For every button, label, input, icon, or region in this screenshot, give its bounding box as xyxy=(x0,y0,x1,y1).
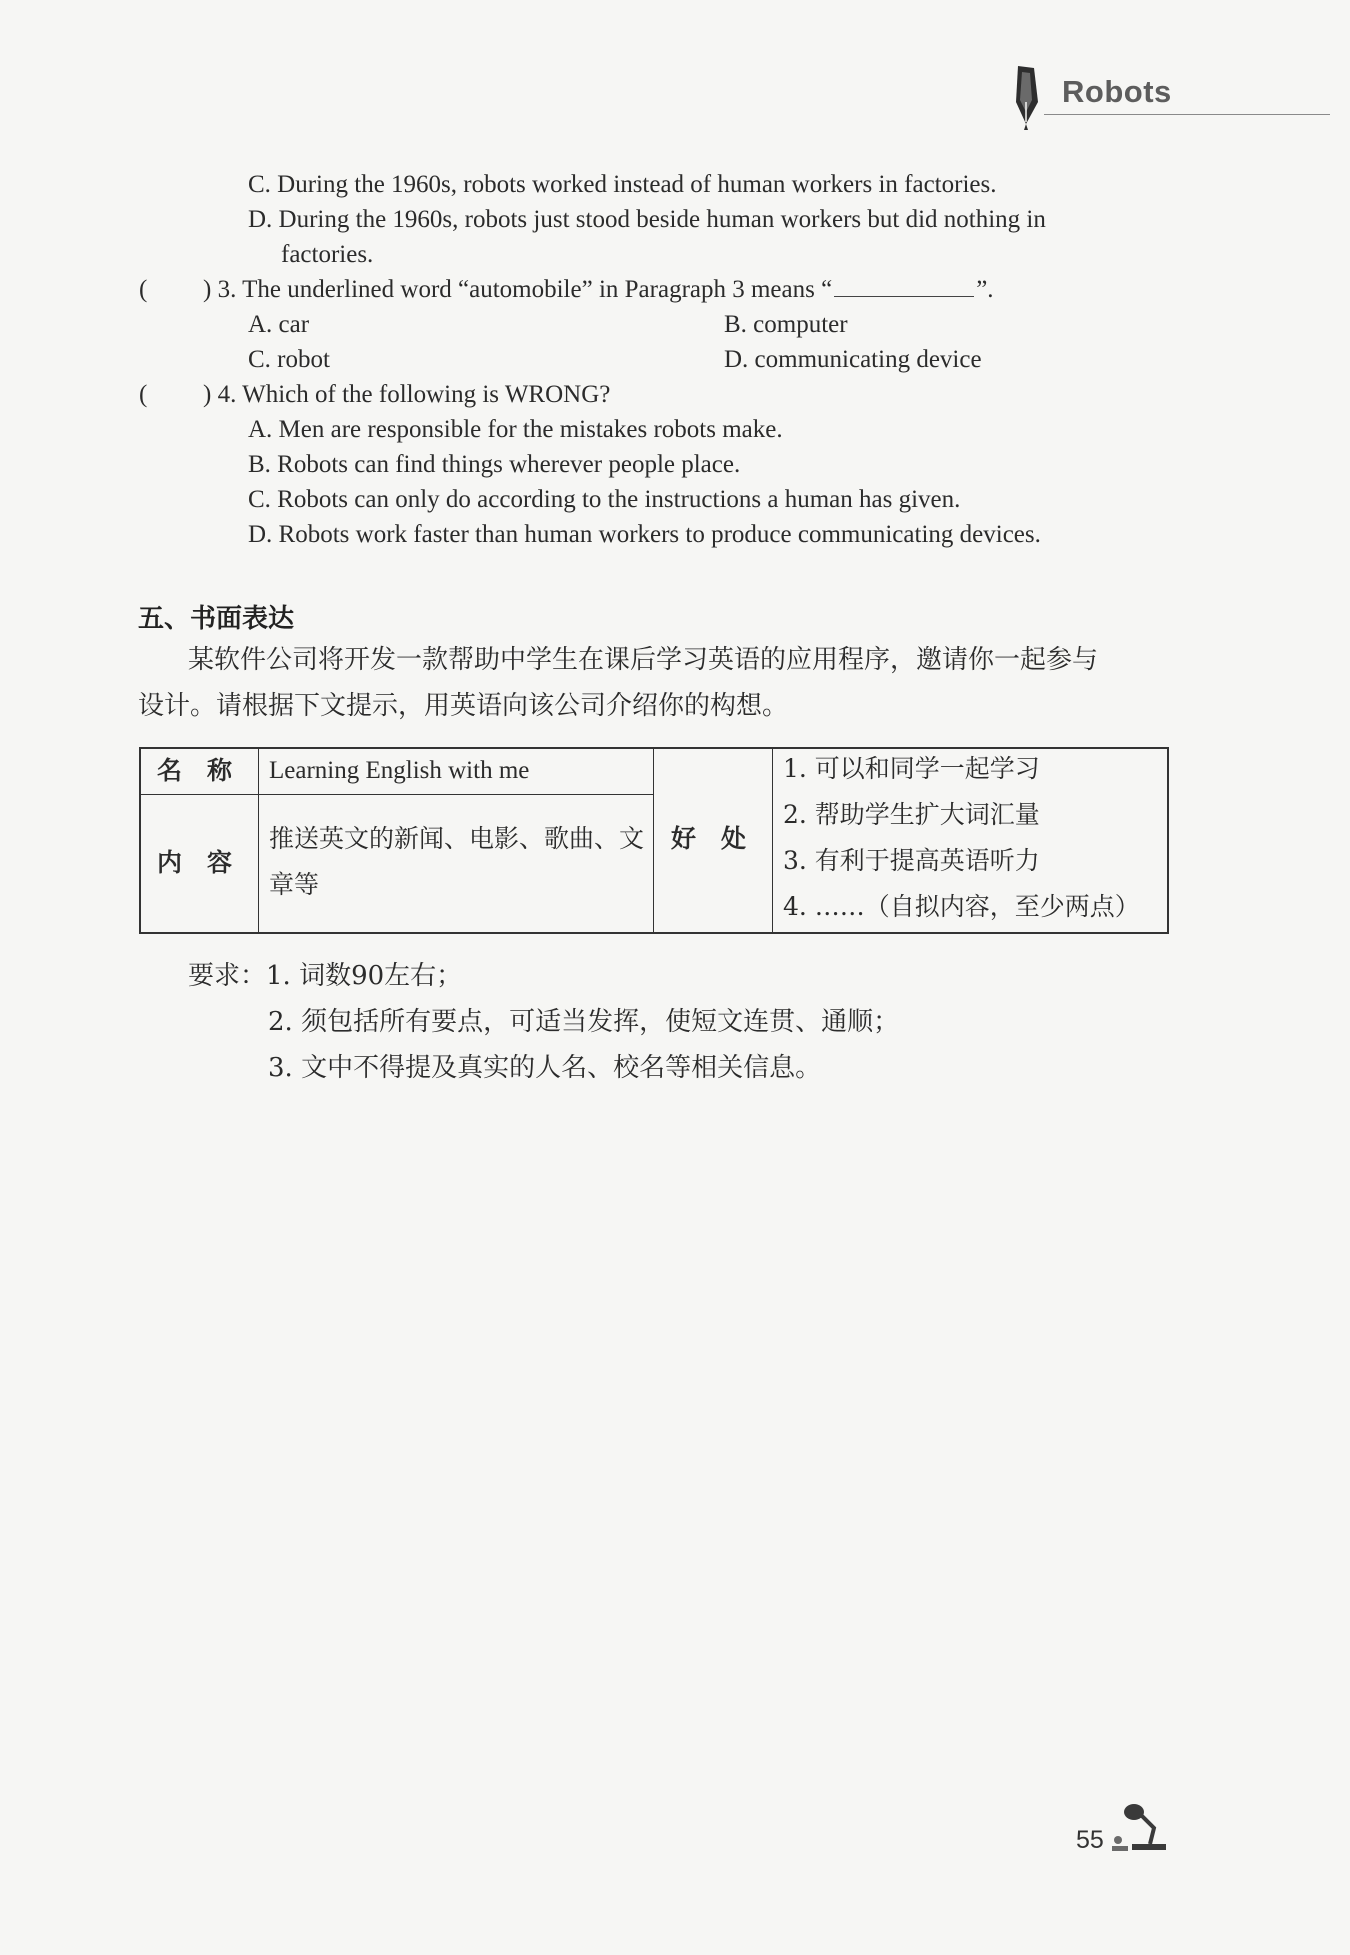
q3-option-a: A. car xyxy=(248,311,310,338)
table-benefit-label: 好 处 xyxy=(671,824,747,853)
q2-option-d-line1: D. During the 1960s, robots just stood beside human workers but did nothing in xyxy=(248,206,1046,233)
q4-stem: ) 4. Which of the following is WRONG? xyxy=(203,381,611,408)
table-benefit-item: 2. 帮助学生扩大词汇量 xyxy=(783,800,1040,829)
q3-option-b: B. computer xyxy=(724,311,848,338)
section-title-writing: 五、书面表达 xyxy=(138,604,295,634)
table-divider xyxy=(139,794,653,795)
writing-intro-line2: 设计。请根据下文提示，用英语向该公司介绍你的构想。 xyxy=(138,691,789,721)
header-rule xyxy=(1044,114,1330,115)
page-header xyxy=(1004,62,1330,122)
q3-stem-text: ) 3. The underlined word “automobile” in Paragraph 3 means “ xyxy=(203,276,833,303)
q3-answer-bracket[interactable]: ( xyxy=(139,276,148,303)
q4-option-c: C. Robots can only do according to the instructions a human has given. xyxy=(248,486,961,513)
q4-answer-bracket[interactable]: ( xyxy=(139,381,148,408)
table-divider xyxy=(258,747,259,934)
q3-stem-end: ”. xyxy=(976,276,994,303)
table-name-label: 名 称 xyxy=(157,756,233,785)
q4-option-d: D. Robots work faster than human workers to produce communicating devices. xyxy=(248,521,1041,548)
chapter-title: Robots xyxy=(1062,74,1172,109)
q3-option-c: C. robot xyxy=(248,346,330,373)
requirement-item2: 2. 须包括所有要点，可适当发挥，使短文连贯、通顺； xyxy=(268,1007,900,1037)
table-benefit-item: 4. ……（自拟内容，至少两点） xyxy=(783,892,1140,921)
fountain-pen-icon xyxy=(1004,62,1048,132)
page-number: 55 xyxy=(1076,1826,1104,1854)
table-content-value-line2: 章等 xyxy=(269,870,320,899)
q4-option-a: A. Men are responsible for the mistakes robots make. xyxy=(248,416,783,443)
desk-lamp-icon xyxy=(1110,1800,1170,1852)
q4-option-b: B. Robots can find things wherever people place. xyxy=(248,451,741,478)
writing-intro-line1: 某软件公司将开发一款帮助中学生在课后学习英语的应用程序，邀请你一起参与 xyxy=(188,645,1099,675)
table-content-value-line1: 推送英文的新闻、电影、歌曲、文 xyxy=(269,824,645,853)
q3-answer-blank[interactable] xyxy=(834,274,974,297)
table-name-value: Learning English with me xyxy=(269,757,530,784)
q3-option-d: D. communicating device xyxy=(724,346,982,373)
table-benefit-item: 1. 可以和同学一起学习 xyxy=(783,754,1040,783)
table-content-label: 内 容 xyxy=(157,848,233,877)
table-divider xyxy=(653,747,654,934)
app-info-table xyxy=(139,747,1169,934)
requirement-item3: 3. 文中不得提及真实的人名、校名等相关信息。 xyxy=(268,1053,822,1083)
requirement-item1: 要求：1. 词数90左右； xyxy=(188,961,463,991)
q3-stem xyxy=(203,273,994,307)
q2-option-d-line2: factories. xyxy=(281,241,374,268)
table-benefit-item: 3. 有利于提高英语听力 xyxy=(783,846,1040,875)
q2-option-c: C. During the 1960s, robots worked instead of human workers in factories. xyxy=(248,171,997,198)
table-divider xyxy=(772,747,773,934)
